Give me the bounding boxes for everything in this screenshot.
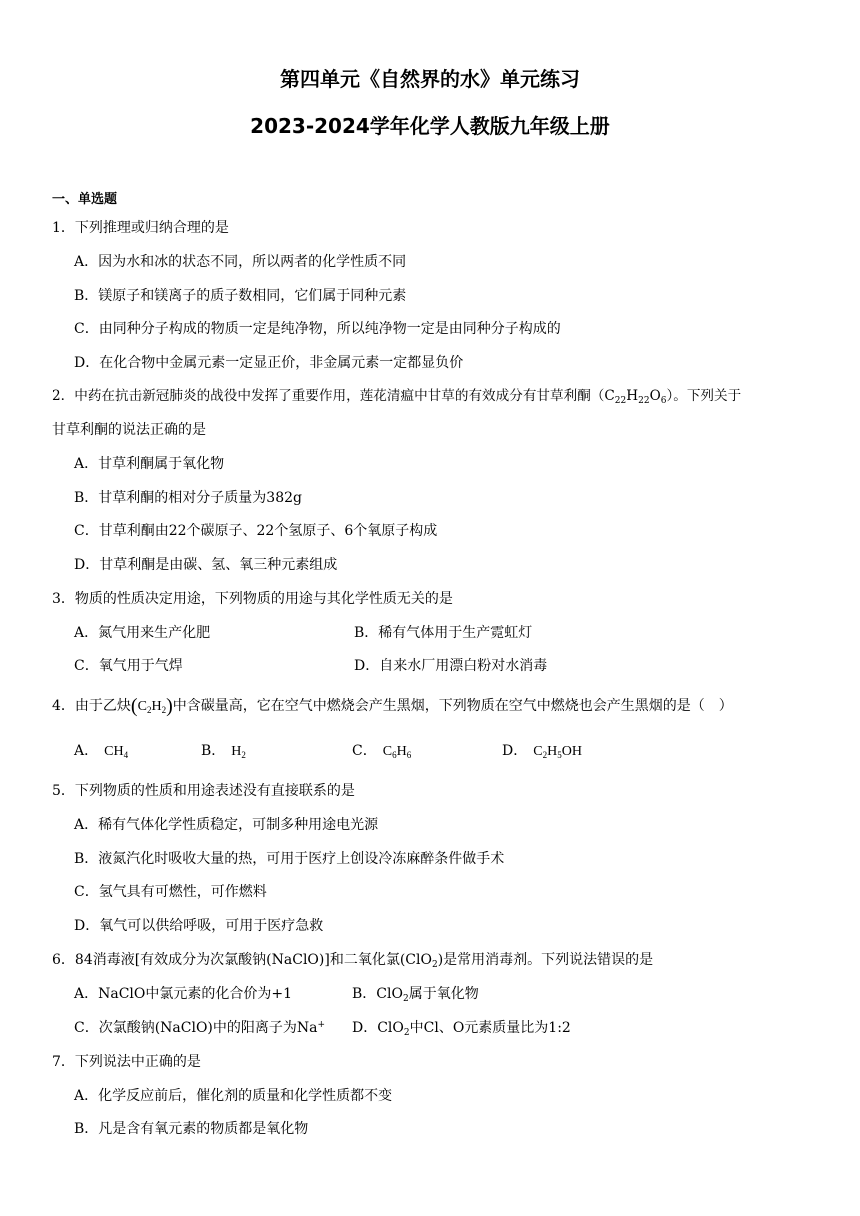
- question-stem-continued: 甘草利酮的说法正确的是: [52, 422, 206, 438]
- option-b: B．ClO$_2$属于氧化物: [352, 986, 479, 1004]
- option-d: D．在化合物中金属元素一定显正价，非金属元素一定都显负价: [74, 355, 464, 371]
- option-a: A．因为水和冰的状态不同，所以两者的化学性质不同: [74, 254, 407, 270]
- question-stem: 4．由于乙炔$(C_2H_2)$中含碳量高，它在空气中燃烧会产生黑烟，下列物质在空气中燃烧也会产生黑烟的是（ ）: [52, 695, 733, 717]
- option-b: B．稀有气体用于生产霓虹灯: [354, 625, 533, 641]
- option-c: C．由同种分子构成的物质一定是纯净物，所以纯净物一定是由同种分子构成的: [74, 321, 561, 337]
- option-a: A．甘草利酮属于氧化物: [74, 456, 225, 472]
- option-d: D．氧气可以供给呼吸，可用于医疗急救: [74, 918, 324, 934]
- question-stem: 1．下列推理或归纳合理的是: [52, 220, 229, 236]
- option-a: A．化学反应前后，催化剂的质量和化学性质都不变: [74, 1088, 393, 1104]
- question-stem: 3．物质的性质决定用途，下列物质的用途与其化学性质无关的是: [52, 591, 453, 607]
- question-stem: 5．下列物质的性质和用途表述没有直接联系的是: [52, 783, 355, 799]
- option-c: C．甘草利酮由22个碳原子、22个氢原子、6个氧原子构成: [74, 523, 438, 539]
- option-b: B． $H_2$: [201, 743, 246, 760]
- option-b: B．液氮汽化时吸收大量的热，可用于医疗上创设冷冻麻醉条件做手术: [74, 851, 505, 867]
- option-a: A．NaClO中氯元素的化合价为+1: [74, 986, 293, 1002]
- page-title: 第四单元《自然界的水》单元练习: [280, 67, 580, 91]
- option-c: C． $C_6H_6$: [352, 743, 412, 760]
- option-b: B．甘草利酮的相对分子质量为382g: [74, 490, 302, 506]
- question-stem: 2．中药在抗击新冠肺炎的战役中发挥了重要作用，莲花清瘟中甘草的有效成分有甘草利酮$(C_{22}H_{22}O_6)$。下列关于: [52, 388, 742, 406]
- option-c: C．次氯酸钠(NaClO)中的阳离子为Na+: [74, 1020, 326, 1036]
- option-d: D．自来水厂用漂白粉对水消毒: [354, 658, 548, 674]
- question-stem: 6．84消毒液[有效成分为次氯酸钠(NaClO)]和二氧化氯(ClO$_2$)是常用消毒剂。下列说法错误的是: [52, 952, 654, 970]
- option-d: D．ClO$_2$中Cl、O元素质量比为1:2: [352, 1020, 571, 1038]
- question-stem: 7．下列说法中正确的是: [52, 1054, 201, 1070]
- acetylene-formula: $(C_2H_2)$: [130, 695, 173, 717]
- option-a: A． $CH_4$: [74, 743, 129, 760]
- option-b: B．镁原子和镁离子的质子数相同，它们属于同种元素: [74, 288, 407, 304]
- section-heading: 一、单选题: [52, 192, 118, 207]
- option-d: D．甘草利酮是由碳、氢、氧三种元素组成: [74, 557, 338, 573]
- option-c: C．氧气用于气焊: [74, 658, 183, 674]
- option-a: A．稀有气体化学性质稳定，可制多种用途电光源: [74, 817, 379, 833]
- option-a: A．氮气用来生产化肥: [74, 625, 211, 641]
- option-b: B．凡是含有氧元素的物质都是氧化物: [74, 1121, 309, 1137]
- page-subtitle: 2023-2024学年化学人教版九年级上册: [250, 114, 610, 138]
- option-c: C．氢气具有可燃性，可作燃料: [74, 884, 267, 900]
- option-d: D． $C_2H_5OH$: [502, 743, 582, 760]
